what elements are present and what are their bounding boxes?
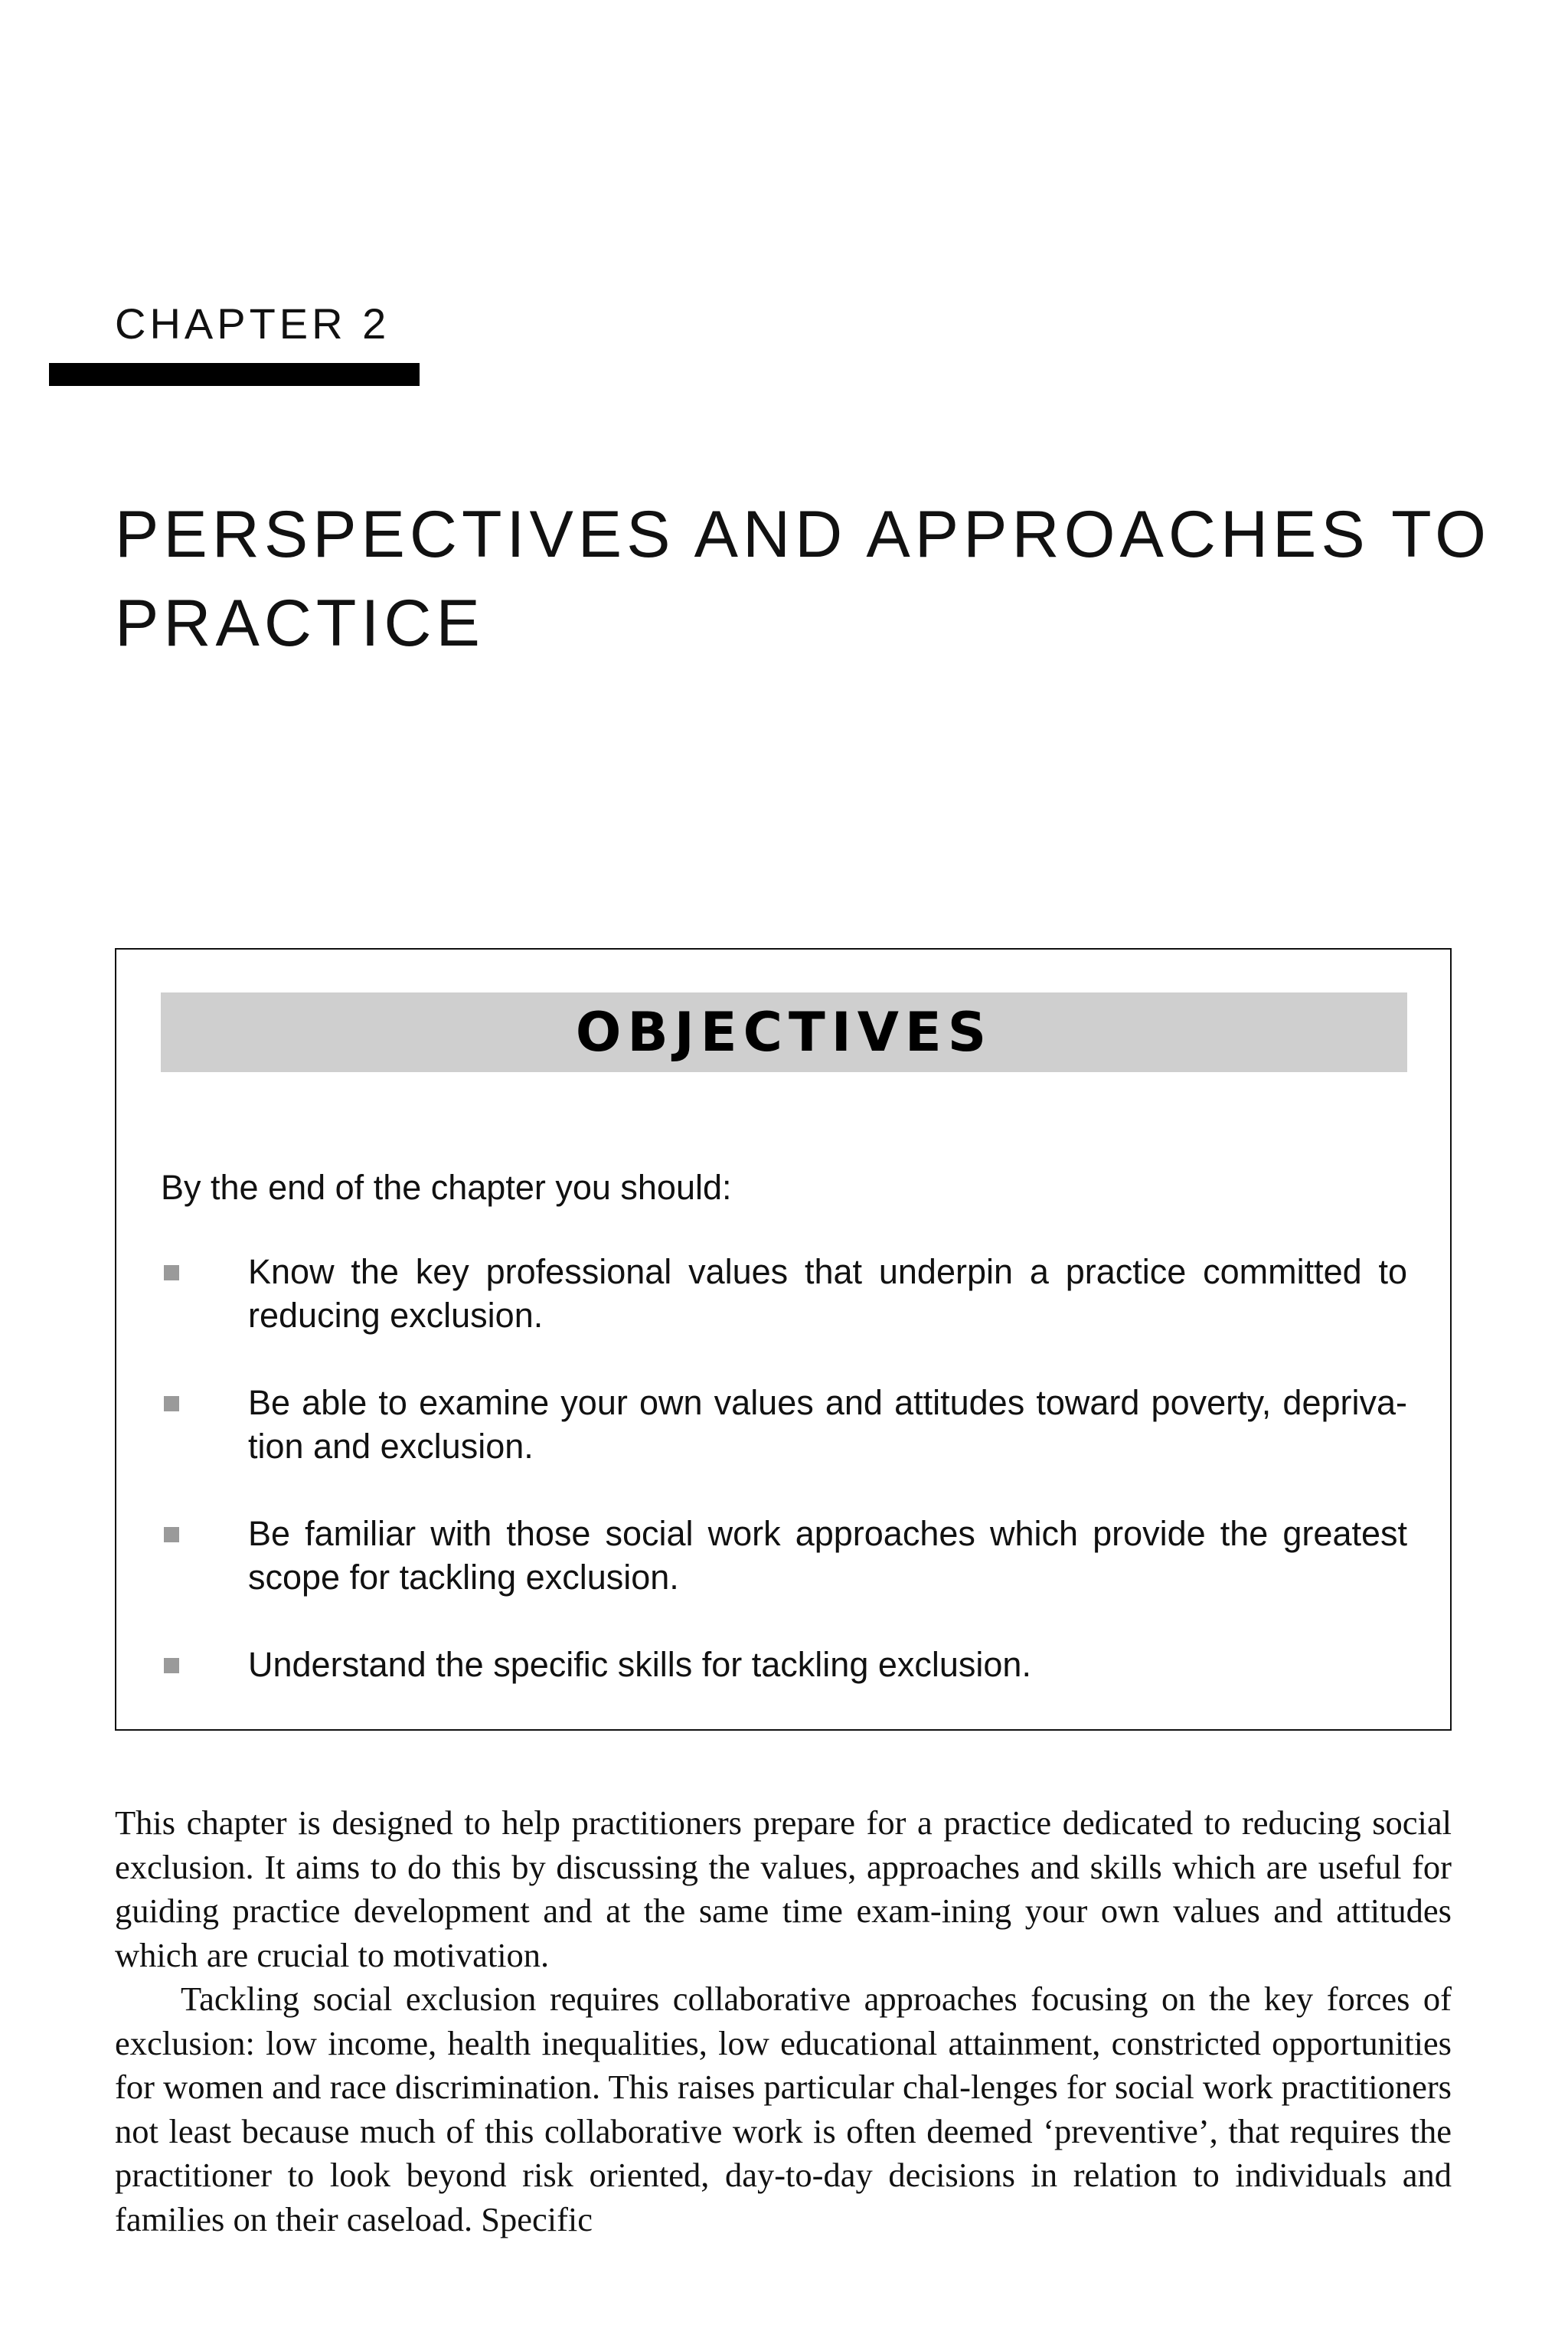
square-bullet-icon [164, 1527, 179, 1542]
objective-text: Understand the specific skills for tackling exclusion. [248, 1645, 1031, 1684]
objective-text: Be able to examine your own values and attitudes toward poverty, depriva-tion and exclusion. [248, 1383, 1407, 1466]
square-bullet-icon [164, 1265, 179, 1280]
objectives-list [161, 1250, 1407, 1730]
chapter-title-line: PERSPECTIVES AND APPROACHES TO [115, 498, 1491, 571]
square-bullet-icon [164, 1658, 179, 1673]
objective-item [161, 1250, 1407, 1337]
chapter-title [115, 490, 1493, 668]
body-paragraph: Tackling social exclusion requires collaborative approaches focusing on the key forces of exclusion: low income, health inequalities, low educational attainment, constricted opportunities for women and race discrimination. This raises particular chal-lenges for social work practitioners not least because much of this collaborative work is often deemed ‘preventive’, that requires the practitioner to look beyond risk oriented, day-to-day decisions in relation to individuals and families on their caseload. Specific [115, 1980, 1452, 2238]
chapter-title-line: PRACTICE [115, 587, 485, 660]
objectives-box [115, 948, 1452, 1731]
objectives-intro: By the end of the chapter you should: [161, 1168, 732, 1207]
square-bullet-icon [164, 1396, 179, 1411]
objective-item [161, 1643, 1407, 1686]
chapter-rule [49, 363, 420, 386]
objective-text: Be familiar with those social work approaches which provide the greatest scope for tackling exclusion. [248, 1514, 1407, 1597]
objective-item [161, 1512, 1407, 1599]
body-paragraph: This chapter is designed to help practitioners prepare for a practice dedicated to reducing social exclusion. It aims to do this by discussing the values, approaches and skills which are useful for guiding practice development and at the same time exam-ining your own values and attitudes which are crucial to motivation. [115, 1803, 1452, 1974]
objective-text: Know the key professional values that underpin a practice committed to reducing exclusion. [248, 1252, 1407, 1335]
objective-item [161, 1381, 1407, 1468]
chapter-label: CHAPTER 2 [115, 299, 390, 348]
objectives-heading: OBJECTIVES [161, 992, 1407, 1072]
body-text [115, 1801, 1452, 2241]
